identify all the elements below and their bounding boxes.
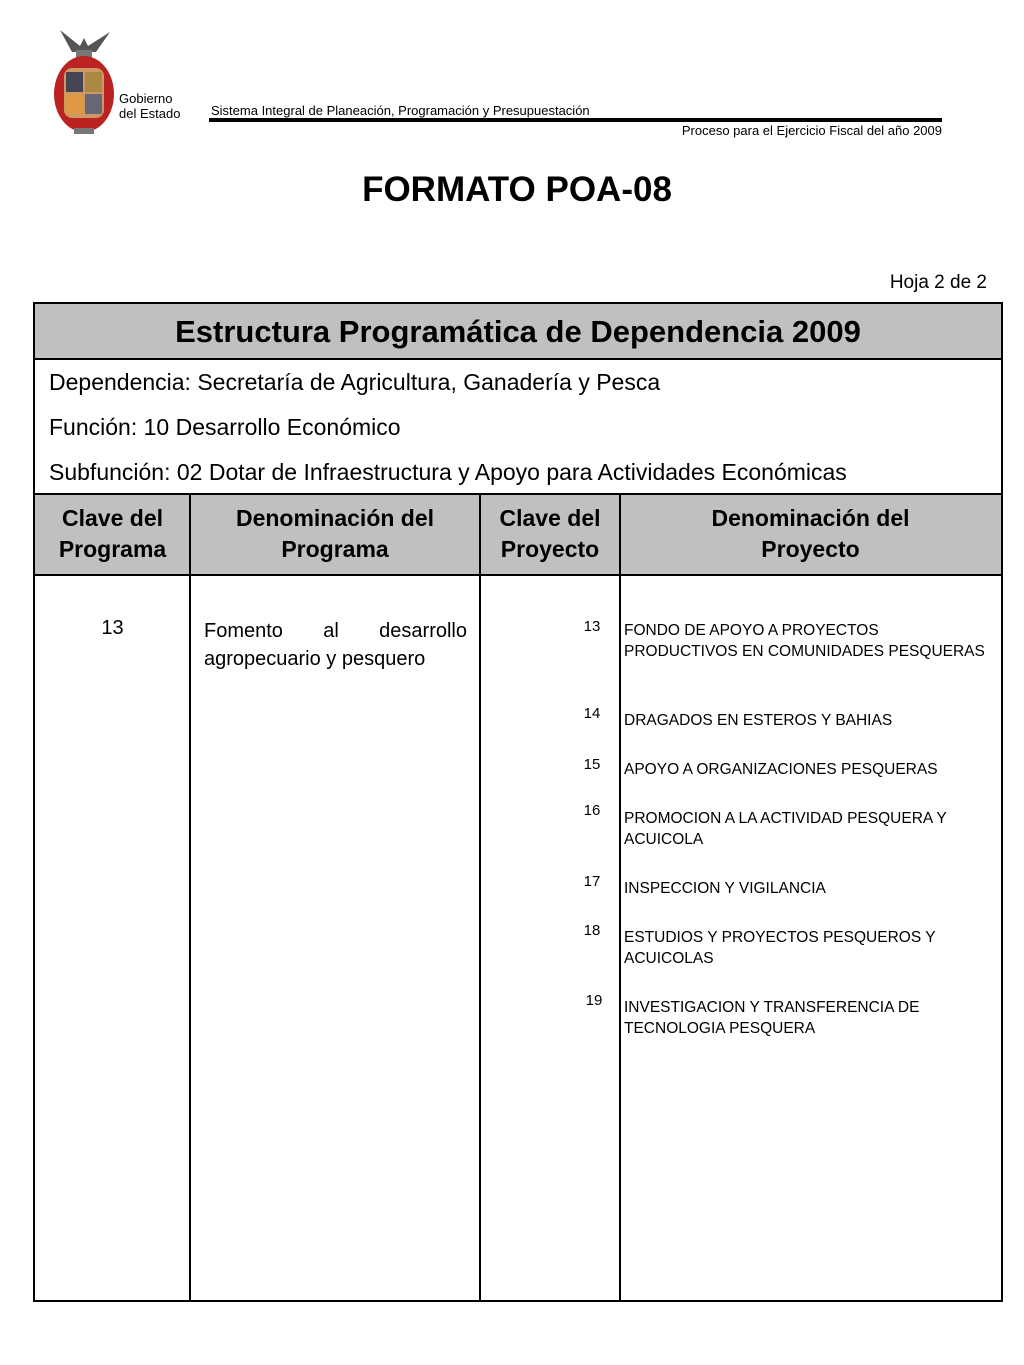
process-label: Proceso para el Ejercicio Fiscal del año 2009 [681, 123, 942, 138]
dependencia-label: Dependencia: Secretaría de Agricultura, Ganadería y Pesca [49, 369, 661, 395]
project-name: INVESTIGACION Y TRANSFERENCIA DE TECNOLOGIA PESQUERA [624, 999, 920, 1037]
project-clave: 14 [583, 705, 601, 722]
project-clave: 19 [585, 992, 603, 1009]
header-denominacion-programa: Denominación del Programa [235, 505, 435, 562]
project-name: APOYO A ORGANIZACIONES PESQUERAS [624, 761, 938, 778]
header-denominacion-proyecto: Denominación del Proyecto [711, 505, 910, 562]
subfuncion-label: Subfunción: 02 Dotar de Infraestructura y Apoyo para Actividades Económicas [49, 459, 847, 485]
project-name: INSPECCION Y VIGILANCIA [624, 880, 826, 897]
column-divider [189, 493, 191, 1300]
funcion-label: Función: 10 Desarrollo Económico [49, 414, 401, 440]
project-clave: 18 [583, 922, 601, 939]
gov-line2: del Estado [119, 106, 181, 121]
government-label [119, 91, 180, 121]
header-clave-proyecto: Clave del Proyecto [499, 505, 601, 562]
column-divider [619, 493, 621, 1300]
gov-line1: Gobierno [119, 91, 173, 106]
project-clave: 15 [583, 756, 601, 773]
table-title: Estructura Programática de Dependencia 2009 [35, 304, 1001, 360]
header-clave-programa: Clave del Programa [58, 505, 167, 562]
header-rule [209, 118, 942, 122]
project-name: ESTUDIOS Y PROYECTOS PESQUEROS Y ACUICOLAS [624, 929, 936, 967]
program-name: Fomento al desarrollo agropecuario y pesquero [204, 620, 467, 670]
program-structure-table [33, 302, 1003, 1302]
document-title: FORMATO POA-08 [362, 170, 672, 209]
program-clave: 13 [101, 617, 124, 639]
project-name: PROMOCION A LA ACTIVIDAD PESQUERA Y ACUICOLA [624, 810, 947, 848]
project-clave: 13 [583, 618, 601, 635]
sheet-number: Hoja 2 de 2 [889, 272, 987, 293]
column-divider [479, 493, 481, 1300]
project-clave: 17 [583, 873, 601, 890]
system-name: Sistema Integral de Planeación, Programación y Presupuestación [211, 103, 590, 118]
state-coat-of-arms-logo [52, 28, 116, 136]
table-header-row [35, 493, 1001, 576]
project-name: FONDO DE APOYO A PROYECTOS PRODUCTIVOS EN COMUNIDADES PESQUERAS [624, 622, 985, 660]
project-clave: 16 [583, 802, 601, 819]
project-name: DRAGADOS EN ESTEROS Y BAHIAS [624, 712, 893, 729]
